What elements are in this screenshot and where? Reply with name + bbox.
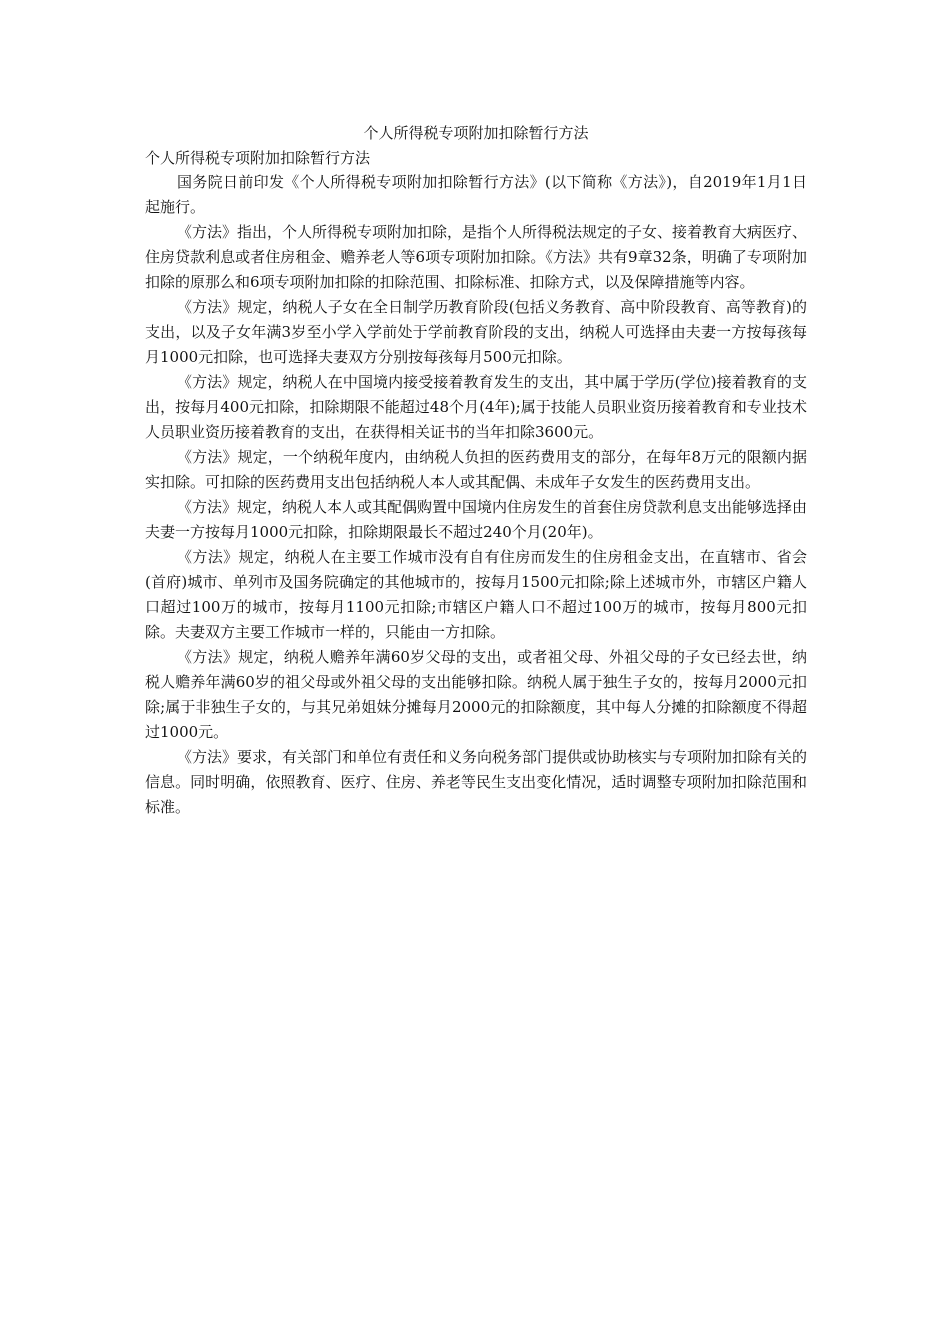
paragraph-continuing-education: 《方法》规定，纳税人在中国境内接受接着教育发生的支出，其中属于学历(学位)接着教育的支出，按每月400元扣除，扣除期限不能超过48个月(4年);属于技能人员职业资历接着教育和专业技术人员职业资历接着教育的支出，在获得相关证书的当年扣除3600元。: [145, 373, 807, 441]
document-title: 个人所得税专项附加扣除暂行方法: [363, 124, 589, 142]
paragraph-elderly-support: 《方法》规定，纳税人赡养年满60岁父母的支出，或者祖父母、外祖父母的子女已经去世，纳税人赡养年满60岁的祖父母或外祖父母的支出能够扣除。纳税人属于独生子女的，按每月2000元扣除;属于非独生子女的，与其兄弟姐妹分摊每月2000元的扣除额度，其中每人分摊的扣除额度不得超过1000元。: [145, 648, 807, 741]
paragraph-children-education: 《方法》规定，纳税人子女在全日制学历教育阶段(包括义务教育、高中阶段教育、高等教育)的支出，以及子女年满3岁至小学入学前处于学前教育阶段的支出，纳税人可选择由夫妻一方按每孩每月1000元扣除，也可选择夫妻双方分别按每孩每月500元扣除。: [145, 298, 807, 366]
document-page: [145, 121, 807, 820]
paragraph-housing-rent: 《方法》规定，纳税人在主要工作城市没有自有住房而发生的住房租金支出，在直辖市、省会(首府)城市、单列市及国务院确定的其他城市的，按每月1500元扣除;除上述城市外，市辖区户籍人口超过100万的城市，按每月1100元扣除;市辖区户籍人口不超过100万的城市，按每月800元扣除。夫妻双方主要工作城市一样的，只能由一方扣除。: [145, 548, 807, 641]
paragraph-intro: 国务院日前印发《个人所得税专项附加扣除暂行方法》(以下简称《方法》)，自2019年1月1日起施行。: [145, 173, 807, 216]
paragraph-requirements: 《方法》要求，有关部门和单位有责任和义务向税务部门提供或协助核实与专项附加扣除有关的信息。同时明确，依照教育、医疗、住房、养老等民生支出变化情况，适时调整专项附加扣除范围和标准。: [145, 748, 808, 816]
document-subtitle: 个人所得税专项附加扣除暂行方法: [145, 149, 371, 167]
paragraph-overview: 《方法》指出，个人所得税专项附加扣除，是指个人所得税法规定的子女、接着教育大病医疗、住房贷款利息或者住房租金、赡养老人等6项专项附加扣除。《方法》共有9章32条，明确了专项附加扣除的原那么和6项专项附加扣除的扣除范围、扣除标准、扣除方式，以及保障措施等内容。: [145, 223, 808, 291]
paragraph-medical: 《方法》规定，一个纳税年度内，由纳税人负担的医药费用支的部分，在每年8万元的限额内据实扣除。可扣除的医药费用支出包括纳税人本人或其配偶、未成年子女发生的医药费用支出。: [145, 448, 807, 491]
paragraph-mortgage-interest: 《方法》规定，纳税人本人或其配偶购置中国境内住房发生的首套住房贷款利息支出能够选择由夫妻一方按每月1000元扣除，扣除期限最长不超过240个月(20年)。: [145, 498, 808, 541]
